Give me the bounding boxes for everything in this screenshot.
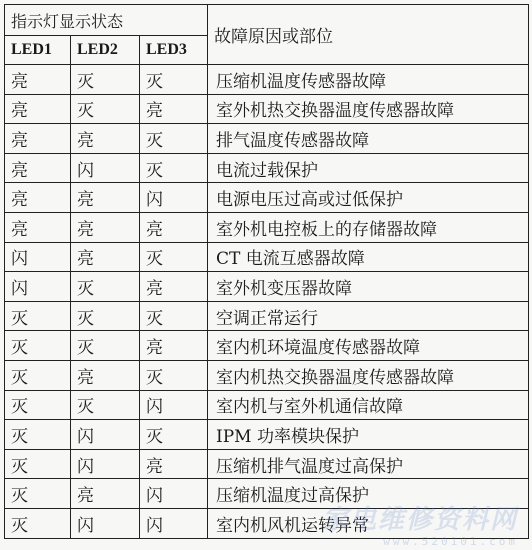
fault-description-cell: 压缩机温度传感器故障: [208, 65, 529, 95]
fault-description-cell: IPM 功率模块保护: [208, 420, 529, 450]
fault-description-cell: 压缩机排气温度过高保护: [208, 449, 529, 479]
led3-state-cell: 闪: [140, 183, 208, 213]
led2-state-cell: 闪: [71, 420, 140, 450]
led2-header: LED2: [71, 36, 140, 65]
led2-state-cell: 亮: [71, 360, 140, 390]
led1-state-cell: 闪: [5, 272, 71, 302]
led2-state-cell: 灭: [71, 94, 140, 124]
led3-state-cell: 灭: [140, 301, 208, 331]
led2-state-cell: 闪: [71, 449, 140, 479]
led1-state-cell: 亮: [5, 212, 71, 242]
table-row: [5, 124, 529, 154]
led1-state-cell: 灭: [5, 479, 71, 509]
led1-state-cell: 灭: [5, 449, 71, 479]
fault-description-cell: 室内机环境温度传感器故障: [208, 331, 529, 361]
led3-state-cell: 灭: [140, 153, 208, 183]
led1-state-cell: 闪: [5, 242, 71, 272]
led2-state-cell: 亮: [71, 124, 140, 154]
led3-state-cell: 亮: [140, 94, 208, 124]
led3-state-cell: 灭: [140, 420, 208, 450]
table-row: [5, 331, 529, 361]
led1-header: LED1: [5, 36, 71, 65]
led3-state-cell: 闪: [140, 479, 208, 509]
led2-state-cell: 亮: [71, 242, 140, 272]
fault-description-cell: 室外机热交换器温度传感器故障: [208, 94, 529, 124]
led3-state-cell: 亮: [140, 331, 208, 361]
table-row: [5, 94, 529, 124]
table-row: [5, 272, 529, 302]
indicator-status-header: 指示灯显示状态: [5, 5, 208, 36]
fault-description-cell: 室内机与室外机通信故障: [208, 390, 529, 420]
fault-description-cell: 排气温度传感器故障: [208, 124, 529, 154]
table-row: [5, 183, 529, 213]
fault-description-cell: 室外机变压器故障: [208, 272, 529, 302]
table-row: [5, 65, 529, 95]
led2-state-cell: 灭: [71, 390, 140, 420]
table-row: [5, 420, 529, 450]
fault-description-cell: 电源电压过高或过低保护: [208, 183, 529, 213]
led2-state-cell: 灭: [71, 272, 140, 302]
led3-state-cell: 亮: [140, 272, 208, 302]
fault-cause-header: 故障原因或部位: [208, 5, 529, 65]
table-row: [5, 449, 529, 479]
led2-state-cell: 亮: [71, 212, 140, 242]
led1-state-cell: 灭: [5, 360, 71, 390]
fault-description-cell: 电流过载保护: [208, 153, 529, 183]
led1-state-cell: 灭: [5, 420, 71, 450]
watermark-url: www.520101.com: [383, 535, 518, 548]
led1-state-cell: 灭: [5, 301, 71, 331]
table-row: [5, 360, 529, 390]
led2-state-cell: 灭: [71, 301, 140, 331]
led1-state-cell: 灭: [5, 331, 71, 361]
led3-header: LED3: [140, 36, 208, 65]
led3-state-cell: 灭: [140, 124, 208, 154]
watermark-logo: 家电维修资料网: [321, 505, 518, 535]
fault-description-cell: 室内机热交换器温度传感器故障: [208, 360, 529, 390]
header-row-group: [5, 5, 529, 36]
led1-state-cell: 亮: [5, 94, 71, 124]
led2-state-cell: 闪: [71, 508, 140, 538]
led3-state-cell: 亮: [140, 212, 208, 242]
led2-state-cell: 闪: [71, 153, 140, 183]
led3-state-cell: 灭: [140, 360, 208, 390]
led2-state-cell: 亮: [71, 183, 140, 213]
led2-state-cell: 灭: [71, 331, 140, 361]
led3-state-cell: 灭: [140, 242, 208, 272]
led1-state-cell: 灭: [5, 390, 71, 420]
table-row: [5, 153, 529, 183]
fault-description-cell: 空调正常运行: [208, 301, 529, 331]
fault-code-table: [4, 4, 529, 539]
table-row: [5, 212, 529, 242]
led3-state-cell: 闪: [140, 390, 208, 420]
fault-description-cell: 压缩机温度过高保护: [208, 479, 529, 509]
led1-state-cell: 亮: [5, 183, 71, 213]
led3-state-cell: 灭: [140, 65, 208, 95]
led1-state-cell: 亮: [5, 65, 71, 95]
table-row: [5, 301, 529, 331]
fault-description-cell: 室外机电控板上的存储器故障: [208, 212, 529, 242]
led1-state-cell: 亮: [5, 124, 71, 154]
led1-state-cell: 亮: [5, 153, 71, 183]
led2-state-cell: 灭: [71, 65, 140, 95]
fault-description-cell: CT 电流互感器故障: [208, 242, 529, 272]
table-row: [5, 242, 529, 272]
led3-state-cell: 闪: [140, 508, 208, 538]
led1-state-cell: 灭: [5, 508, 71, 538]
fault-description-cell: 室内机风机运转异常: [208, 508, 529, 538]
led3-state-cell: 亮: [140, 449, 208, 479]
led2-state-cell: 亮: [71, 479, 140, 509]
table-row: [5, 390, 529, 420]
